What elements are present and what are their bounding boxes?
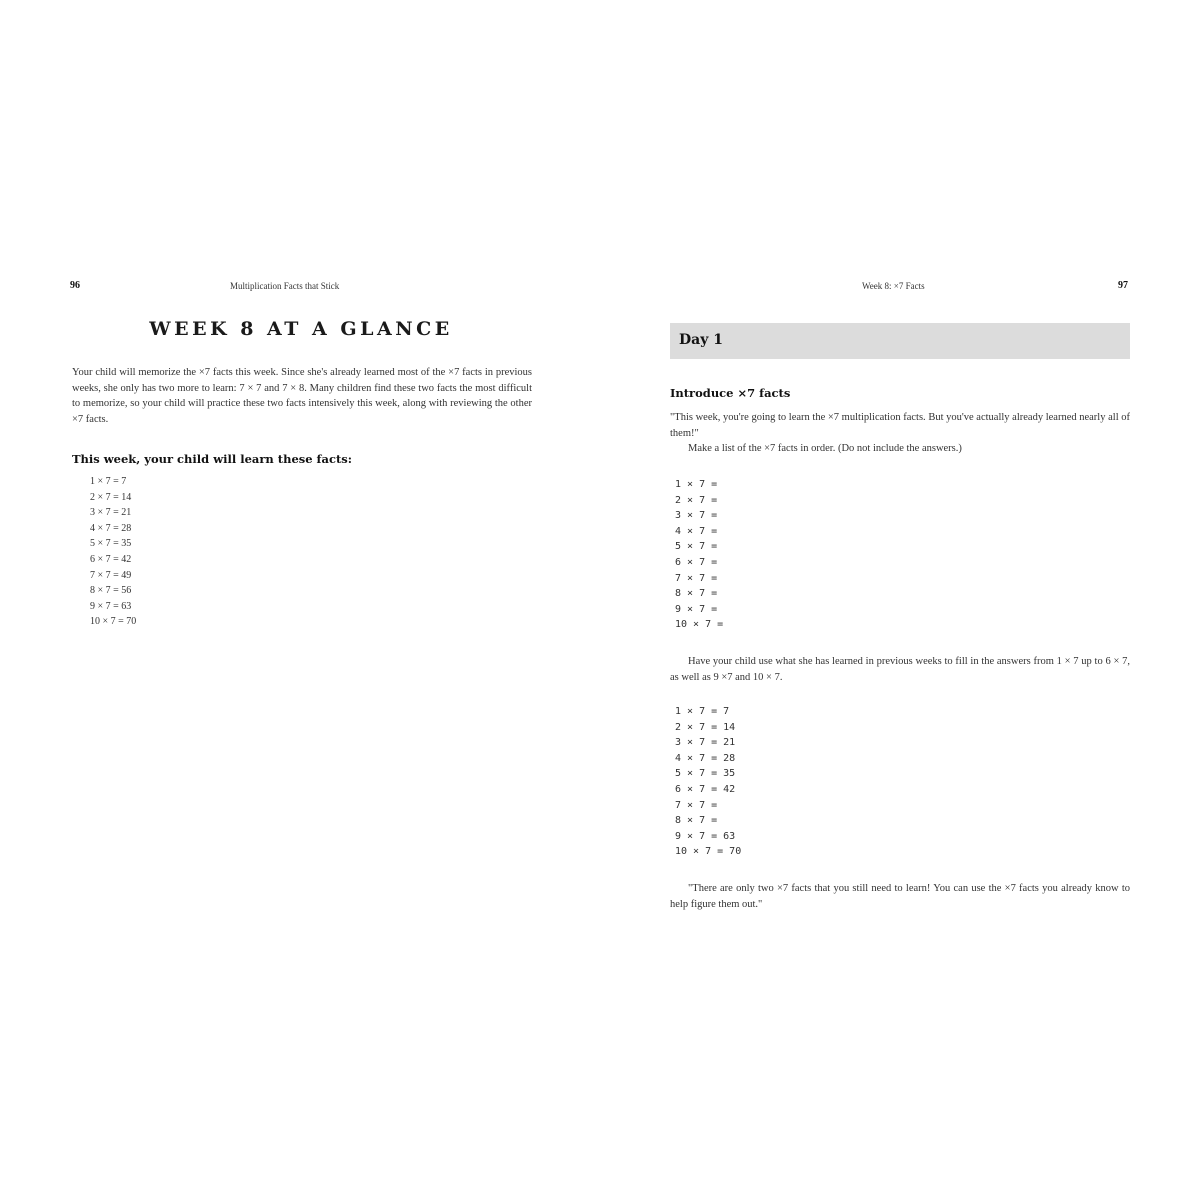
page-title: WEEK 8 AT A GLANCE: [149, 318, 453, 340]
list-item: 2 × 7 = 14: [675, 721, 736, 733]
running-head: Multiplication Facts that Stick: [230, 281, 340, 291]
list-item: 4 × 7 = 28: [675, 752, 736, 764]
facts-list: [90, 474, 136, 630]
list-item: 6 × 7 =: [675, 556, 718, 568]
page-number: 96: [70, 280, 80, 291]
list-item: 1 × 7 =: [675, 479, 718, 490]
list-item: 10 × 7 =: [675, 619, 724, 631]
instruction-paragraph: Make a list of the ×7 facts in order. (Do not include the answers.): [688, 443, 962, 454]
list-item: 1 × 7 = 7: [675, 706, 730, 717]
day-label: Day 1: [679, 332, 723, 348]
fact-item: 5 × 7 = 35: [90, 538, 132, 550]
facts-heading: This week, your child will learn these facts:: [72, 452, 352, 466]
list-item: 7 × 7 =: [675, 799, 718, 811]
fact-item: 1 × 7 = 7: [90, 476, 127, 487]
running-head: Week 8: ×7 Facts: [862, 281, 925, 291]
intro-paragraph: Your child will memorize the ×7 facts this week. Since she's already learned most of the ×7 facts in previous weeks, she only has two more to learn: 7 × 7 and 7 × 8. Many children find these two facts the most difficult to memorize, so your child will practice these two facts intensively this week, along with reviewing the other ×7 facts.: [72, 367, 532, 425]
quote-paragraph: "This week, you're going to learn the ×7 multiplication facts. But you've actually already learned nearly all of them!": [670, 412, 1130, 439]
list-item: 4 × 7 =: [675, 525, 718, 537]
page-number: 97: [1118, 280, 1128, 291]
fact-item: 10 × 7 = 70: [90, 616, 137, 628]
fact-item: 9 × 7 = 63: [90, 600, 132, 612]
closing-quote: "There are only two ×7 facts that you still need to learn! You can use the ×7 facts you already know to help figure them out.": [670, 883, 1130, 910]
list-item: 9 × 7 =: [675, 603, 718, 615]
fact-item: 8 × 7 = 56: [90, 585, 132, 597]
fact-item: 6 × 7 = 42: [90, 553, 132, 565]
list-item: 7 × 7 =: [675, 572, 718, 584]
fact-item: 4 × 7 = 28: [90, 522, 132, 534]
fact-item: 2 × 7 = 14: [90, 491, 132, 503]
list-item: 5 × 7 =: [675, 541, 718, 553]
list-item: 3 × 7 = 21: [675, 737, 736, 749]
day-banner: [670, 323, 1130, 359]
list-item: 5 × 7 = 35: [675, 768, 736, 780]
section-heading: Introduce ×7 facts: [670, 386, 791, 400]
fact-item: 3 × 7 = 21: [90, 507, 132, 519]
list-item: 8 × 7 =: [675, 588, 718, 600]
list-item: 2 × 7 =: [675, 494, 718, 506]
blank-facts-list: [675, 477, 723, 633]
list-item: 8 × 7 =: [675, 815, 718, 827]
list-item: 6 × 7 = 42: [675, 783, 736, 795]
list-item: 9 × 7 = 63: [675, 830, 736, 842]
list-item: 10 × 7 = 70: [675, 846, 742, 858]
filled-facts-list: [675, 704, 741, 860]
instruction-paragraph: Have your child use what she has learned in previous weeks to fill in the answers from 1 × 7 up to 6 × 7, as well as 9 ×7 and 10 × 7.: [670, 656, 1130, 683]
fact-item: 7 × 7 = 49: [90, 569, 132, 581]
list-item: 3 × 7 =: [675, 510, 718, 522]
